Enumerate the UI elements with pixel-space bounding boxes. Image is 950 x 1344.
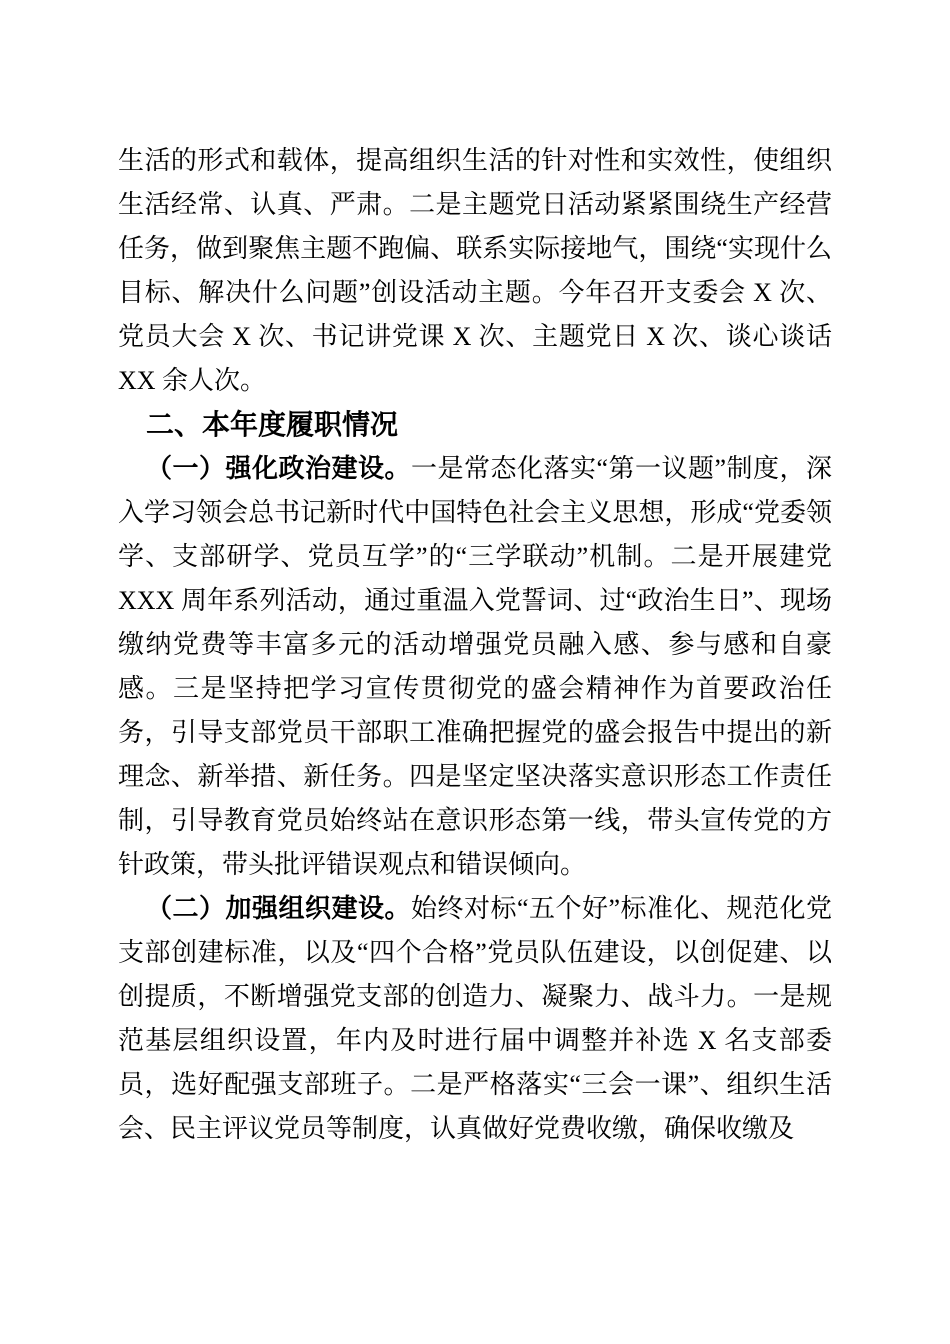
paragraph-political-construction [118, 447, 832, 887]
paragraph-continuation: 生活的形式和载体，提高组织生活的针对性和实效性，使组织生活经常、认真、严肃。二是主题党日活动紧紧围绕生产经营任务，做到聚焦主题不跑偏、联系实际接地气，围绕“实现什么目标、解决什么问题”创设活动主题。今年召开支委会 X 次、党员大会 X 次、书记讲党课 X 次、主题党日 X 次、谈心谈话 XX 余人次。 [118, 146, 832, 395]
paragraph-body-organization: 始终对标“五个好”标准化、规范化党支部创建标准，以及“四个合格”党员队伍建设，以创促建、以创提质，不断增强党支部的创造力、凝聚力、战斗力。一是规范基层组织设置，年内及时进行届中调整并补选 X 名支部委员，选好配强支部班子。二是严格落实“三会一课”、组织生活会、民主评议党员等制度，认真做好党费收缴，确保收缴及 [118, 894, 832, 1143]
section-heading-annual-duty: 二、本年度履职情况 [146, 409, 399, 440]
paragraph-body-political: 一是常态化落实“第一议题”制度，深入学习领会总书记新时代中国特色社会主义思想，形成“党委领学、支部研学、党员互学”的“三学联动”机制。二是开展建党 XXX 周年系列活动，通过重温入党誓词、过“政治生日”、现场缴纳党费等丰富多元的活动增强党员融入感、参与感和自豪感。三是坚持把学习宣传贯彻党的盛会精神作为首要政治任务，引导支部党员干部职工准确把握党的盛会报告中提出的新理念、新举措、新任务。四是坚定坚决落实意识形态工作责任制，引导教育党员始终站在意识形态第一线，带头宣传党的方针政策，带头批评错误观点和错误倾向。 [118, 454, 832, 879]
paragraph-lead-organization: （二）加强组织建设。 [146, 894, 411, 923]
paragraph-organization-construction [118, 887, 832, 1151]
paragraph-lead-political: （一）强化政治建设。 [146, 454, 411, 483]
